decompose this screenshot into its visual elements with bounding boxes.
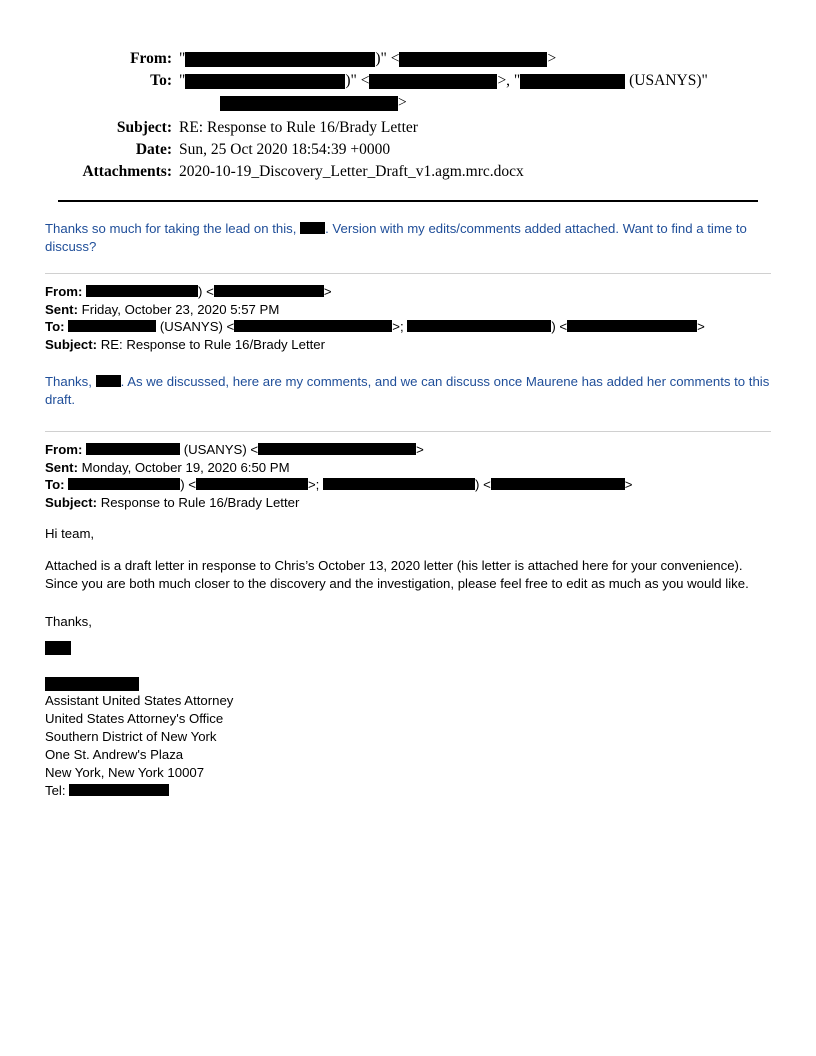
spacer <box>45 543 771 557</box>
message-3-from <box>45 441 771 459</box>
redaction-bar <box>258 443 416 455</box>
message-1-text-part2: . Version with my edits/comments added attached. Want to find a time to discuss? <box>45 221 747 254</box>
header-row-from <box>58 48 758 69</box>
redaction-bar <box>86 285 198 297</box>
redaction-bar <box>407 320 551 332</box>
spacer <box>45 593 771 613</box>
redaction-bar <box>68 478 180 490</box>
spacer <box>45 631 771 638</box>
attachments-value[interactable]: 2020-10-19_Discovery_Letter_Draft_v1.agm.mrc.docx <box>179 163 524 180</box>
header-divider <box>58 200 758 202</box>
to-separator-2: ) < <box>551 319 568 334</box>
redaction-bar <box>220 96 398 111</box>
redaction-bar <box>69 784 169 796</box>
subject-label: Subject: <box>116 119 172 136</box>
from-label: From: <box>130 50 172 67</box>
redaction-bar <box>520 74 625 89</box>
message-3-greeting: Hi team, <box>45 526 95 541</box>
to-separator: ) < <box>180 477 196 492</box>
message-1-text <box>45 220 771 256</box>
redaction-bar <box>323 478 475 490</box>
from-bracket-close: > <box>416 442 424 457</box>
to-label: To: <box>45 477 65 492</box>
quote-open: " <box>179 50 186 67</box>
sent-value: Friday, October 23, 2020 5:57 PM <box>81 301 280 317</box>
header-row-attachments <box>58 161 758 182</box>
from-value <box>179 48 758 69</box>
to-value-continued <box>58 92 758 113</box>
redaction-bar <box>491 478 625 490</box>
to-bracket-close: > <box>624 477 633 492</box>
to-separator: >; <box>392 319 404 334</box>
signature-name-redaction-line <box>45 638 771 656</box>
signature-line-1: United States Attorney's Office <box>45 711 224 726</box>
signature-block-name-redaction <box>45 674 771 692</box>
message-3-closing: Thanks, <box>45 614 92 629</box>
from-bracket-close: > <box>547 50 557 67</box>
message-2-text-part1: Thanks, <box>45 374 92 389</box>
sent-label: Sent: <box>45 459 78 475</box>
message-2-headers <box>45 283 771 353</box>
redaction-bar <box>96 375 121 387</box>
signature-line-3: One St. Andrew's Plaza <box>45 747 184 762</box>
header-row-date <box>58 139 758 160</box>
email-body <box>0 220 816 800</box>
tel-label: Tel: <box>45 783 66 798</box>
header-row-to <box>58 70 758 91</box>
redaction-bar <box>399 52 547 67</box>
message-2-sent <box>45 301 771 319</box>
message-3-divider <box>45 431 771 432</box>
spacer <box>45 353 771 373</box>
message-2-from <box>45 283 771 301</box>
to-usanys: (USANYS) < <box>159 319 235 334</box>
redaction-bar <box>45 677 139 691</box>
message-2-to <box>45 318 771 336</box>
date-value: Sun, 25 Oct 2020 18:54:39 +0000 <box>179 141 391 158</box>
from-usanys: (USANYS) < <box>183 442 259 457</box>
redaction-bar <box>68 320 156 332</box>
signature-line-0: Assistant United States Attorney <box>45 693 234 708</box>
sent-value: Monday, October 19, 2020 6:50 PM <box>81 459 290 475</box>
redaction-bar <box>196 478 308 490</box>
to-label: To: <box>45 319 65 334</box>
subject-label: Subject: <box>45 336 98 352</box>
spacer <box>45 656 771 674</box>
to-separator-2: >, " <box>497 72 521 89</box>
message-2-divider <box>45 273 771 274</box>
attachments-label: Attachments: <box>82 163 172 180</box>
redaction-bar <box>86 443 180 455</box>
to-separator: )" < <box>345 72 370 89</box>
message-3-sent <box>45 459 771 477</box>
redaction-bar <box>185 52 375 67</box>
from-separator: )" < <box>375 50 400 67</box>
subject-label: Subject: <box>45 494 98 510</box>
signature-tel <box>45 782 771 800</box>
message-2-subject <box>45 336 771 354</box>
from-label: From: <box>45 284 83 299</box>
message-2-text-part2: . As we discussed, here are my comments, and we can discuss once Maurene has added her comments to this draft. <box>45 374 770 407</box>
redaction-bar <box>300 222 325 234</box>
redaction-bar <box>45 641 71 655</box>
to-label: To: <box>150 72 172 89</box>
to-separator-2: ) < <box>475 477 491 492</box>
spacer <box>45 511 771 525</box>
message-3-to <box>45 476 771 494</box>
from-separator: ) < <box>198 284 214 299</box>
redaction-bar <box>185 74 345 89</box>
message-1-text-part1: Thanks so much for taking the lead on this, <box>45 221 297 236</box>
from-label: From: <box>45 442 83 457</box>
from-bracket-close: > <box>323 284 332 299</box>
to-semicolon: >; <box>307 477 320 492</box>
to-usanys: (USANYS)" <box>629 72 708 89</box>
subject-value: Response to Rule 16/Brady Letter <box>100 494 300 510</box>
message-2-text <box>45 373 771 409</box>
to-bracket-close: > <box>697 319 705 334</box>
date-label: Date: <box>135 141 172 158</box>
message-3-subject <box>45 494 771 512</box>
to-bracket-close: > <box>398 94 407 111</box>
signature-line-2: Southern District of New York <box>45 729 217 744</box>
quote-open: " <box>179 72 186 89</box>
header-row-subject <box>58 117 758 138</box>
sent-label: Sent: <box>45 301 78 317</box>
redaction-bar <box>214 285 324 297</box>
signature-line-4: New York, New York 10007 <box>45 765 205 780</box>
redaction-bar <box>369 74 497 89</box>
subject-value: RE: Response to Rule 16/Brady Letter <box>100 336 326 352</box>
message-3-paragraph: Attached is a draft letter in response to Chris’s October 13, 2020 letter (his letter is attached here for your convenience). Since you are both much closer to the discovery and the investigation, please feel free to edit as much as you would like. <box>45 558 749 591</box>
email-header <box>0 0 816 182</box>
message-3-headers <box>45 441 771 511</box>
to-value <box>179 70 758 91</box>
redaction-bar <box>567 320 697 332</box>
redaction-bar <box>234 320 392 332</box>
subject-value: RE: Response to Rule 16/Brady Letter <box>179 119 418 136</box>
